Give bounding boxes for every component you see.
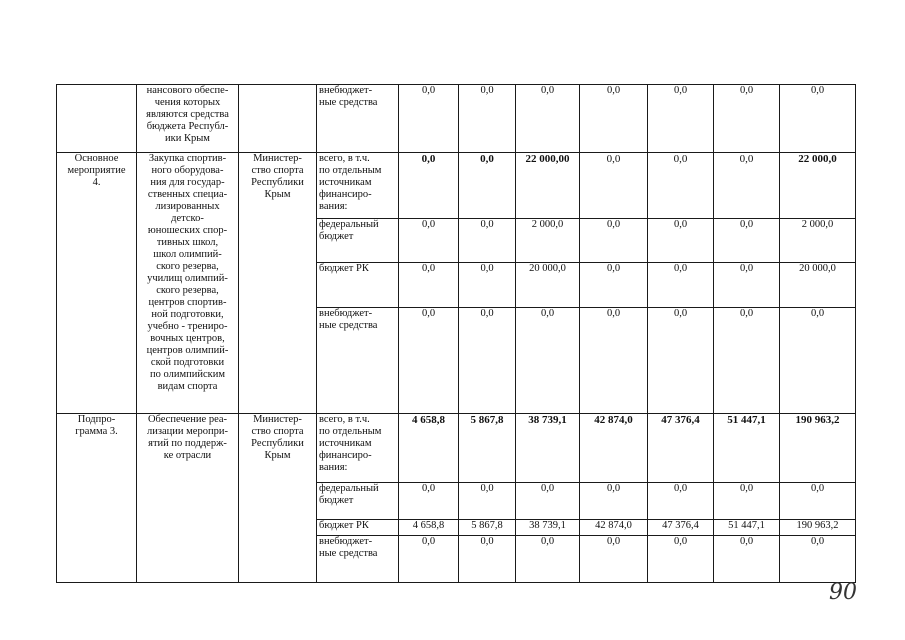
value-cell: 0,0 [399,153,459,219]
table-row [57,85,856,153]
value-cell: 0,0 [399,308,459,414]
value-cell: 0,0 [780,308,856,414]
value-cell: 2 000,0 [780,219,856,263]
source-cell: внебюджет- ные средства [317,308,399,414]
value-cell: 190 963,2 [780,414,856,483]
value-cell: 0,0 [780,536,856,583]
value-cell: 0,0 [516,483,580,520]
value-cell: 47 376,4 [648,520,714,536]
value-cell: 0,0 [648,308,714,414]
subprogram-executor: Министер- ство спорта Республики Крым [239,414,317,583]
source-cell: всего, в т.ч. по отдельным источникам финансиро- вания: [317,414,399,483]
purpose-cell: нансового обеспе- чения которых являются средства бюджета Республ- ики Крым [137,85,239,153]
value-cell: 0,0 [580,219,648,263]
value-cell: 0,0 [580,308,648,414]
value-cell: 4 658,8 [399,414,459,483]
value-cell: 0,0 [459,483,516,520]
value-cell: 0,0 [459,153,516,219]
value-cell: 0,0 [714,263,780,308]
source-cell: федеральный бюджет [317,219,399,263]
executor-cell [239,85,317,153]
budget-table [56,84,856,583]
value-cell: 42 874,0 [580,414,648,483]
value-cell: 42 874,0 [580,520,648,536]
value-cell: 0,0 [516,85,580,153]
value-cell: 0,0 [399,536,459,583]
value-cell: 5 867,8 [459,414,516,483]
value-cell: 0,0 [780,483,856,520]
value-cell: 0,0 [714,219,780,263]
value-cell: 0,0 [648,483,714,520]
value-cell: 0,0 [714,85,780,153]
value-cell: 0,0 [648,536,714,583]
value-cell: 0,0 [580,263,648,308]
value-cell: 5 867,8 [459,520,516,536]
value-cell: 51 447,1 [714,520,780,536]
value-cell: 20 000,0 [780,263,856,308]
value-cell: 38 739,1 [516,520,580,536]
value-cell: 0,0 [648,219,714,263]
activity-executor: Министер- ство спорта Республики Крым [239,153,317,414]
value-cell: 0,0 [580,85,648,153]
activity-description: Закупка спортив- ного оборудова- ния для государ- ственных специа- лизированных детско- юношеских спор- тивных школ, школ олимпий- ского резерва, училищ олимпий- ского резерва, центров спортив- ной подготовки, учебно - трениро- вочных центров, центров олимпий- ской подготовки по олимпийским видам спорта [137,153,239,414]
source-cell: федеральный бюджет [317,483,399,520]
label-cell [57,85,137,153]
value-cell: 22 000,00 [516,153,580,219]
value-cell: 0,0 [459,85,516,153]
value-cell: 2 000,0 [516,219,580,263]
value-cell: 0,0 [516,308,580,414]
value-cell: 190 963,2 [780,520,856,536]
table-row [57,153,856,219]
value-cell: 0,0 [459,219,516,263]
value-cell: 22 000,0 [780,153,856,219]
value-cell: 47 376,4 [648,414,714,483]
value-cell: 0,0 [459,263,516,308]
value-cell: 0,0 [648,263,714,308]
value-cell: 0,0 [580,536,648,583]
page-number: 90 [829,580,857,605]
value-cell: 0,0 [648,153,714,219]
activity-label: Основное мероприятие 4. [57,153,137,414]
subprogram-label: Подпро- грамма 3. [57,414,137,583]
value-cell: 0,0 [714,153,780,219]
value-cell: 0,0 [399,85,459,153]
subprogram-description: Обеспечение реа- лизации меропри- ятий по поддерж- ке отрасли [137,414,239,583]
value-cell: 0,0 [714,483,780,520]
value-cell: 0,0 [580,153,648,219]
table-row [57,414,856,483]
value-cell: 20 000,0 [516,263,580,308]
value-cell: 51 447,1 [714,414,780,483]
source-cell: внебюджет- ные средства [317,536,399,583]
value-cell: 4 658,8 [399,520,459,536]
value-cell: 0,0 [399,219,459,263]
source-cell: внебюджет- ные средства [317,85,399,153]
value-cell: 0,0 [580,483,648,520]
value-cell: 38 739,1 [516,414,580,483]
value-cell: 0,0 [780,85,856,153]
value-cell: 0,0 [516,536,580,583]
source-cell: бюджет РК [317,263,399,308]
source-cell: всего, в т.ч. по отдельным источникам финансиро- вания: [317,153,399,219]
value-cell: 0,0 [399,483,459,520]
value-cell: 0,0 [648,85,714,153]
source-cell: бюджет РК [317,520,399,536]
value-cell: 0,0 [714,308,780,414]
value-cell: 0,0 [459,536,516,583]
value-cell: 0,0 [459,308,516,414]
value-cell: 0,0 [399,263,459,308]
value-cell: 0,0 [714,536,780,583]
